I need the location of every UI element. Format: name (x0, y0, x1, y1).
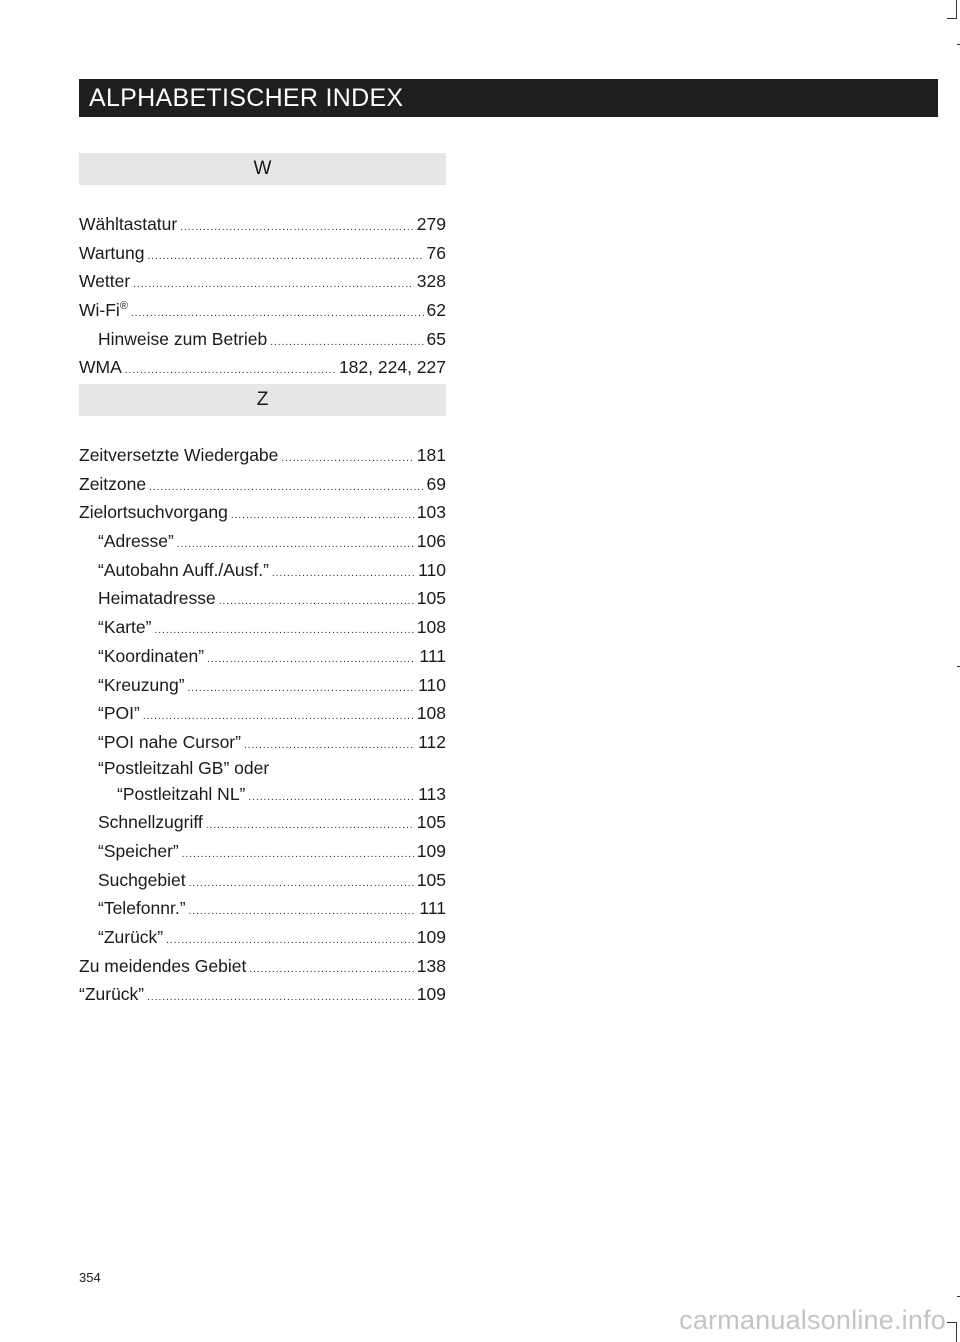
leader-dots (219, 588, 414, 617)
entry-label: Wetter (79, 271, 131, 292)
index-entry (79, 239, 446, 268)
leader-dots (231, 502, 414, 531)
entry-page: 113 (418, 783, 446, 804)
entry-page: 112 (418, 731, 446, 752)
entry-page: 181 (416, 445, 446, 465)
leader-dots (180, 214, 414, 243)
entry-label: Suchgebiet (98, 869, 186, 890)
entry-label: Zielortsuchvorgang (79, 502, 228, 523)
entry-label: Heimatadresse (98, 588, 216, 609)
entry-page: 76 (426, 242, 446, 263)
index-subentry-line: “Postleitzahl GB” oder (98, 757, 270, 778)
index-header-bar (79, 79, 938, 117)
index-entry (79, 470, 446, 499)
entry-page: 111 (419, 898, 446, 919)
index-subentry (79, 923, 446, 952)
index-subentry (79, 613, 446, 642)
index-entry (79, 353, 446, 382)
index-subentry (79, 837, 446, 866)
index-subentry (79, 325, 446, 354)
leader-dots (147, 984, 414, 1013)
entry-label: WMA (79, 357, 122, 378)
index-subentry (79, 699, 446, 728)
entry-page: 105 (416, 869, 446, 890)
entry-label: “Speicher” (98, 840, 179, 861)
crop-mark (947, 18, 957, 19)
entry-page: 110 (418, 674, 446, 695)
index-subentry (79, 584, 446, 613)
entry-page: 182, 224, 227 (338, 357, 446, 378)
leader-dots (125, 357, 336, 386)
entry-label: “Zurück” (98, 927, 164, 947)
entry-label: Wartung (79, 242, 145, 263)
crop-mark (956, 0, 957, 18)
index-subentry (79, 671, 446, 700)
entry-label: Zeitzone (79, 473, 147, 494)
entry-label: “Zurück” (79, 984, 145, 1005)
index-entry (79, 210, 446, 239)
index-subentry (79, 728, 446, 757)
entry-label: “Koordinaten” (98, 645, 205, 666)
leader-dots (148, 243, 424, 272)
entry-label-text: Wi-Fi (79, 300, 120, 321)
leader-dots (188, 675, 416, 704)
entry-label: Zu meidendes Gebiet (79, 955, 247, 976)
entry-page: 111 (419, 645, 446, 666)
leader-dots (244, 732, 415, 761)
entry-page: 69 (426, 473, 446, 494)
index-entry (79, 296, 446, 325)
leader-dots (281, 445, 413, 474)
entry-label: “Karte” (98, 617, 152, 638)
entry-page: 328 (416, 271, 446, 292)
entry-page: 103 (416, 502, 446, 523)
entry-label: “POI” (98, 703, 140, 724)
entry-label: “Postleitzahl NL” (117, 783, 246, 804)
index-subentry (79, 556, 446, 585)
leader-dots (272, 560, 415, 589)
crop-mark (956, 1322, 957, 1342)
leader-dots (207, 646, 416, 675)
entry-page: 62 (426, 300, 446, 321)
index-section-z (79, 384, 446, 1009)
index-entry (79, 441, 446, 470)
index-subentry (79, 642, 446, 671)
leader-dots (189, 870, 414, 899)
page-number: 354 (79, 1270, 101, 1285)
section-letter-z: Z (79, 384, 446, 416)
leader-dots (182, 841, 414, 870)
entry-label: Zeitversetzte Wiedergabe (79, 445, 279, 465)
leader-dots (206, 812, 414, 841)
entry-label: “Autobahn Auff./Ausf.” (98, 559, 269, 580)
leader-dots (249, 956, 413, 985)
registered-mark: ® (119, 300, 128, 313)
entry-page: 109 (416, 840, 446, 861)
entry-page: 65 (426, 328, 446, 349)
entry-page: 279 (416, 214, 446, 234)
entry-label (79, 296, 128, 325)
entry-page: 109 (416, 984, 446, 1005)
index-section-w (79, 153, 446, 382)
entry-label: Schnellzugriff (98, 812, 203, 833)
index-entry (79, 498, 446, 527)
leader-dots (248, 784, 415, 813)
entry-label: “POI nahe Cursor” (98, 731, 241, 752)
entry-page: 108 (416, 617, 446, 638)
watermark: carmanualsonline.info (679, 1305, 946, 1335)
entry-page: 108 (416, 703, 446, 724)
entry-page: 105 (416, 588, 446, 609)
index-entry (79, 980, 446, 1009)
page-title: ALPHABETISCHER INDEX (89, 84, 404, 112)
entry-label: “Telefonnr.” (98, 898, 186, 919)
entry-page: 106 (416, 531, 446, 552)
leader-dots (189, 898, 417, 927)
entry-page: 138 (416, 955, 446, 976)
index-entry (79, 267, 446, 296)
entry-label: “Adresse” (98, 531, 174, 552)
leader-dots (133, 271, 414, 300)
entry-page: 109 (416, 927, 446, 947)
index-entry (79, 952, 446, 981)
index-subentry (79, 808, 446, 837)
entry-page: 110 (418, 559, 446, 580)
index-subentry (79, 780, 446, 809)
index-subentry (79, 527, 446, 556)
entry-label: Hinweise zum Betrieb (98, 328, 268, 349)
entry-label: “Kreuzung” (98, 674, 185, 695)
entry-label: Wähltastatur (79, 214, 178, 234)
entry-page: 105 (416, 812, 446, 833)
index-subentry (79, 866, 446, 895)
index-subentry (79, 894, 446, 923)
section-letter-w: W (79, 153, 446, 185)
